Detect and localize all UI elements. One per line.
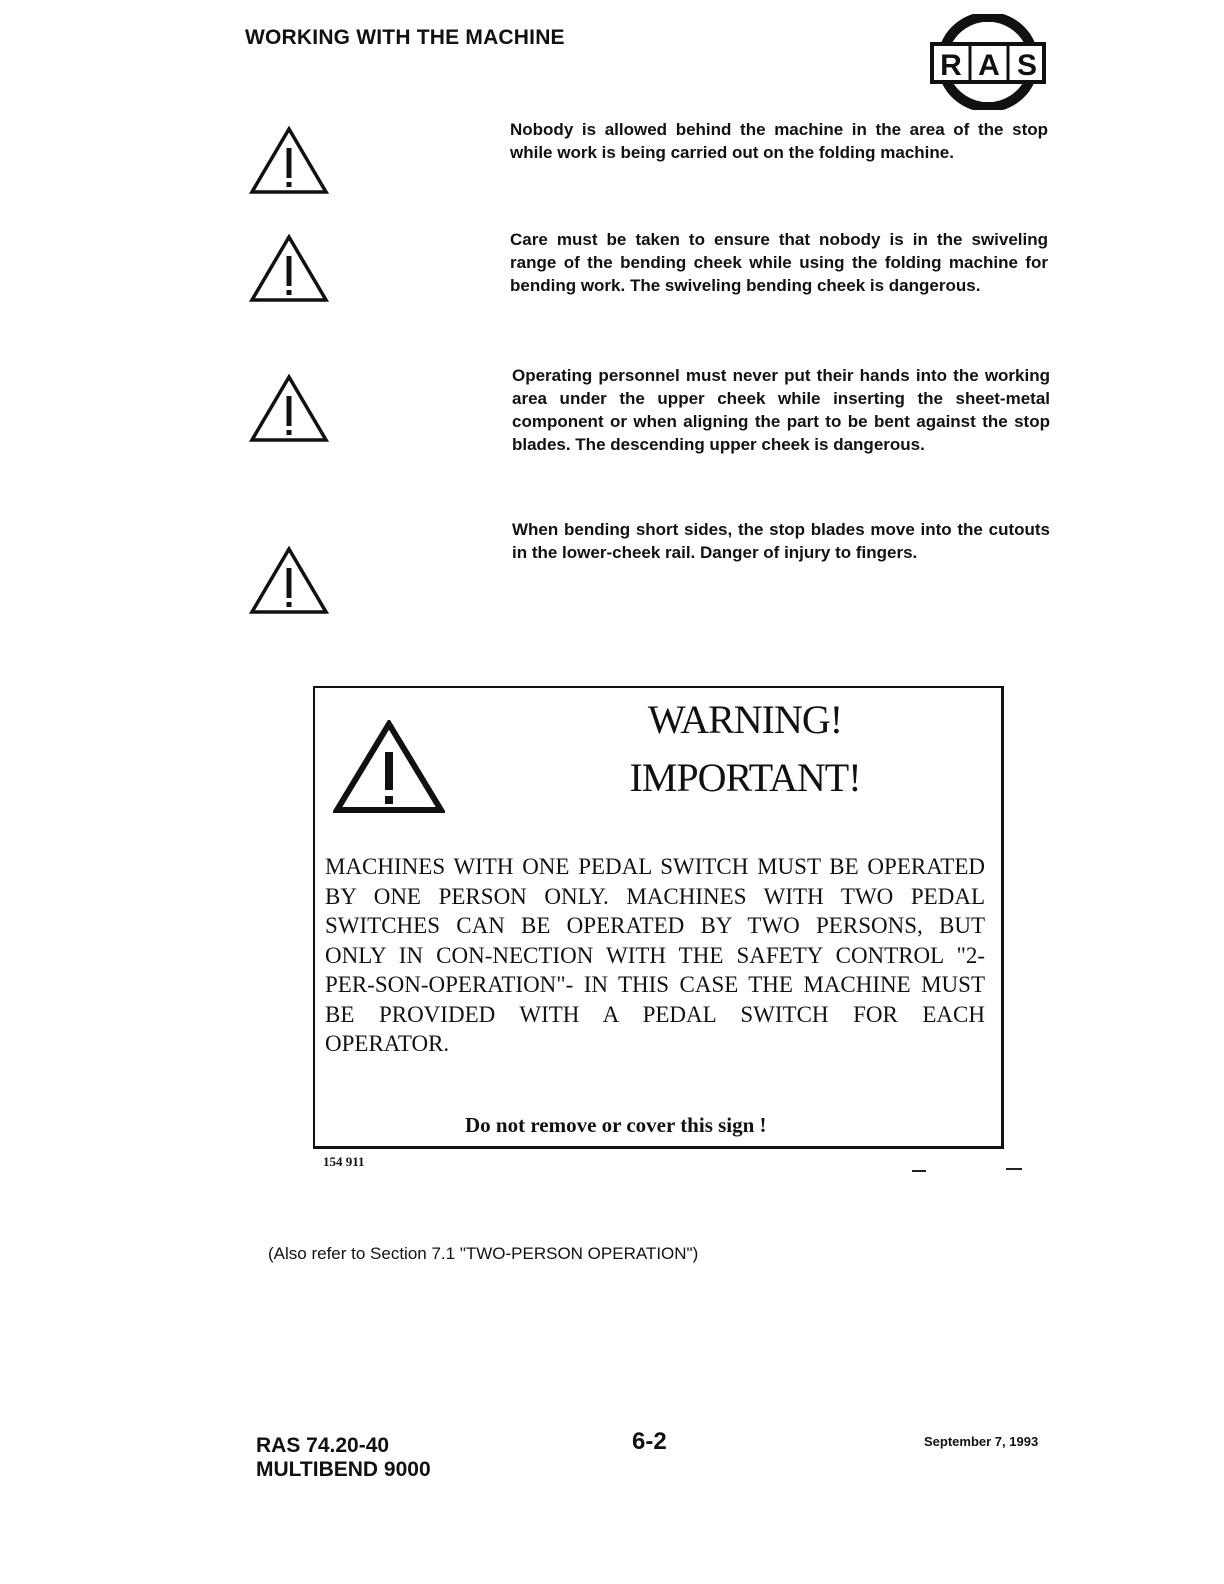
svg-text:A: A: [978, 49, 1000, 82]
warning-text-behind-machine: Nobody is allowed behind the machine in the area of the stop while work is being carried out on the folding machine.: [510, 120, 1048, 162]
page-section-title: WORKING WITH THE MACHINE: [245, 26, 565, 49]
footer-date: September 7, 1993: [924, 1434, 1039, 1449]
footer-product: MULTIBEND 9000: [256, 1458, 431, 1481]
scan-mark: [912, 1170, 926, 1172]
footer-doc-number: RAS 74.20-40: [256, 1434, 390, 1457]
section-reference: (Also refer to Section 7.1 "TWO-PERSON OPERATION"): [268, 1244, 699, 1263]
sign-footer-text: Do not remove or cover this sign !: [465, 1113, 767, 1137]
warning-text-hands-working-area: Operating personnel must never put their hands into the working area under the upper cheek while inserting the sheet-metal component or when aligning the part to be bent against the stop blades. The descending upper cheek is dangerous.: [512, 366, 1050, 454]
sign-code: 154 911: [323, 1154, 365, 1169]
footer-page-number: 6-2: [632, 1428, 667, 1455]
warning-text-short-sides: When bending short sides, the stop blades move into the cutouts in the lower-cheek rail. Danger of injury to fingers.: [512, 520, 1050, 562]
sign-heading-important: IMPORTANT!: [629, 755, 861, 800]
svg-text:S: S: [1016, 49, 1038, 82]
warning-triangle-icon: [249, 546, 329, 616]
warning-triangle-icon: [333, 720, 445, 816]
warning-text-swiveling-range: Care must be taken to ensure that nobody is in the swiveling range of the bending cheek while using the folding machine for bending work. The swiveling bending cheek is dangerous.: [510, 230, 1048, 295]
warning-sign-panel: [313, 686, 1004, 1149]
warning-triangle-icon: [249, 126, 329, 196]
warning-triangle-icon: [249, 374, 329, 444]
footer-document-info: [256, 1434, 431, 1482]
warning-triangle-icon: [249, 234, 329, 304]
sign-heading-warning: WARNING!: [647, 697, 843, 742]
svg-text:R: R: [940, 49, 962, 82]
ras-gear-logo: [928, 14, 1048, 110]
scan-mark: [1006, 1168, 1022, 1170]
sign-body-text: MACHINES WITH ONE PEDAL SWITCH MUST BE OPERATED BY ONE PERSON ONLY. MACHINES WITH TWO PEDAL SWITCHES CAN BE OPERATED BY TWO PERSONS, BUT ONLY IN CON-NECTION WITH THE SAFETY CONTROL "2-PER-SON-OPERATION"- IN THIS CASE THE MACHINE MUST BE PROVIDED WITH A PEDAL SWITCH FOR EACH OPERATOR.: [325, 854, 985, 1056]
